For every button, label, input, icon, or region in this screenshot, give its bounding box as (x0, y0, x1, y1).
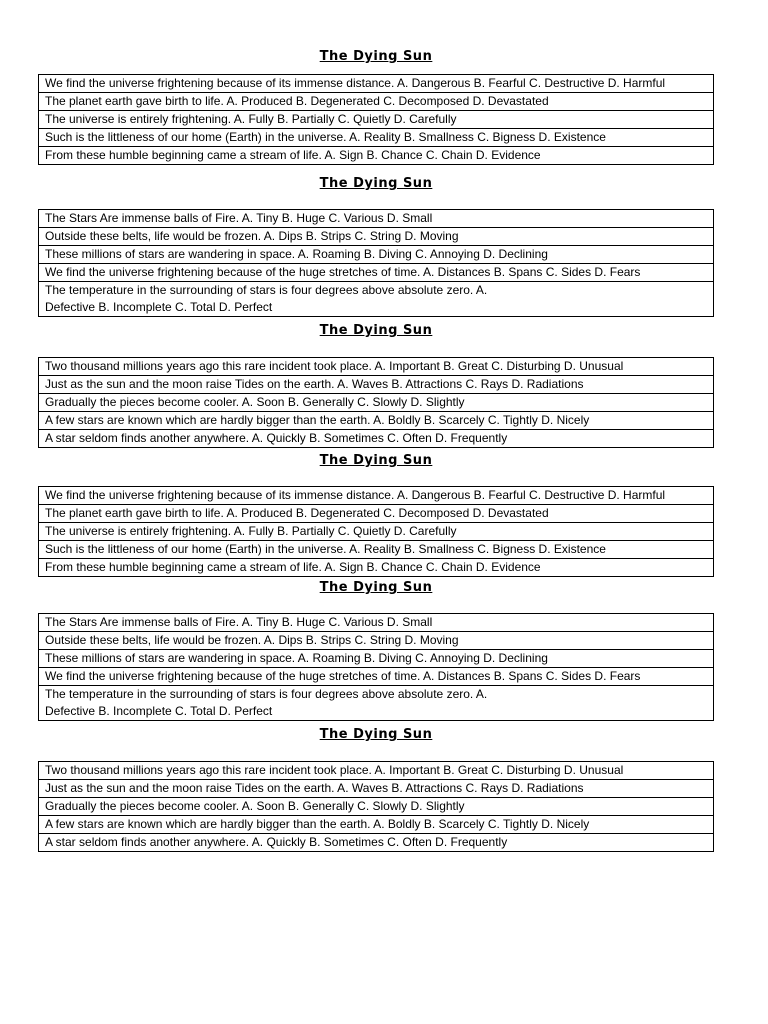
quiz-section-2 (38, 177, 714, 317)
section-title: The Dying Sun (319, 323, 433, 338)
quiz-row: A few stars are known which are hardly bigger than the earth. A. Boldly B. Scarcely C. Tightly D. Nicely (39, 816, 714, 834)
quiz-row: We find the universe frightening because of the huge stretches of time. A. Distances B. Spans C. Sides D. Fears (39, 668, 714, 686)
quiz-table (38, 209, 714, 317)
section-title: The Dying Sun (319, 453, 433, 468)
quiz-row: We find the universe frightening because of the huge stretches of time. A. Distances B. Spans C. Sides D. Fears (39, 264, 714, 282)
quiz-row: A star seldom finds another anywhere. A. Quickly B. Sometimes C. Often D. Frequently (39, 430, 714, 448)
quiz-row: A star seldom finds another anywhere. A. Quickly B. Sometimes C. Often D. Frequently (39, 834, 714, 852)
quiz-section-3 (38, 324, 714, 448)
quiz-row: The planet earth gave birth to life. A. Produced B. Degenerated C. Decomposed D. Devastated (39, 93, 714, 111)
quiz-section-5 (38, 581, 714, 721)
quiz-row: A few stars are known which are hardly bigger than the earth. A. Boldly B. Scarcely C. Tightly D. Nicely (39, 412, 714, 430)
quiz-section-1 (38, 50, 714, 165)
quiz-section-4 (38, 454, 714, 577)
quiz-table (38, 761, 714, 852)
quiz-row: Gradually the pieces become cooler. A. Soon B. Generally C. Slowly D. Slightly (39, 798, 714, 816)
section-title: The Dying Sun (319, 580, 433, 595)
section-title: The Dying Sun (319, 49, 433, 64)
quiz-row: These millions of stars are wandering in space. A. Roaming B. Diving C. Annoying D. Declining (39, 650, 714, 668)
quiz-row: The universe is entirely frightening. A. Fully B. Partially C. Quietly D. Carefully (39, 523, 714, 541)
quiz-row: Outside these belts, life would be frozen. A. Dips B. Strips C. String D. Moving (39, 228, 714, 246)
quiz-row: From these humble beginning came a stream of life. A. Sign B. Chance C. Chain D. Evidence (39, 559, 714, 577)
quiz-row: The temperature in the surrounding of stars is four degrees above absolute zero. A. Defective B. Incomplete C. Total D. Perfect (39, 686, 714, 721)
quiz-row: We find the universe frightening because of its immense distance. A. Dangerous B. Fearful C. Destructive D. Harmful (39, 75, 714, 93)
section-title: The Dying Sun (319, 727, 433, 742)
section-title: The Dying Sun (319, 176, 433, 191)
quiz-row: Just as the sun and the moon raise Tides on the earth. A. Waves B. Attractions C. Rays D. Radiations (39, 376, 714, 394)
quiz-section-6 (38, 728, 714, 852)
quiz-row: We find the universe frightening because of its immense distance. A. Dangerous B. Fearful C. Destructive D. Harmful (39, 487, 714, 505)
quiz-table (38, 613, 714, 721)
quiz-row: Outside these belts, life would be frozen. A. Dips B. Strips C. String D. Moving (39, 632, 714, 650)
quiz-row: Two thousand millions years ago this rare incident took place. A. Important B. Great C. Disturbing D. Unusual (39, 762, 714, 780)
quiz-table (38, 74, 714, 165)
quiz-row: These millions of stars are wandering in space. A. Roaming B. Diving C. Annoying D. Declining (39, 246, 714, 264)
quiz-row: Just as the sun and the moon raise Tides on the earth. A. Waves B. Attractions C. Rays D. Radiations (39, 780, 714, 798)
quiz-row: The planet earth gave birth to life. A. Produced B. Degenerated C. Decomposed D. Devastated (39, 505, 714, 523)
quiz-row: The temperature in the surrounding of stars is four degrees above absolute zero. A. Defective B. Incomplete C. Total D. Perfect (39, 282, 714, 317)
quiz-row: From these humble beginning came a stream of life. A. Sign B. Chance C. Chain D. Evidence (39, 147, 714, 165)
quiz-row: The Stars Are immense balls of Fire. A. Tiny B. Huge C. Various D. Small (39, 210, 714, 228)
quiz-row: Two thousand millions years ago this rare incident took place. A. Important B. Great C. Disturbing D. Unusual (39, 358, 714, 376)
quiz-table (38, 357, 714, 448)
quiz-row: Gradually the pieces become cooler. A. Soon B. Generally C. Slowly D. Slightly (39, 394, 714, 412)
quiz-row: The Stars Are immense balls of Fire. A. Tiny B. Huge C. Various D. Small (39, 614, 714, 632)
quiz-row: Such is the littleness of our home (Earth) in the universe. A. Reality B. Smallness C. Bigness D. Existence (39, 129, 714, 147)
quiz-row: The universe is entirely frightening. A. Fully B. Partially C. Quietly D. Carefully (39, 111, 714, 129)
quiz-table (38, 486, 714, 577)
quiz-row: Such is the littleness of our home (Earth) in the universe. A. Reality B. Smallness C. Bigness D. Existence (39, 541, 714, 559)
